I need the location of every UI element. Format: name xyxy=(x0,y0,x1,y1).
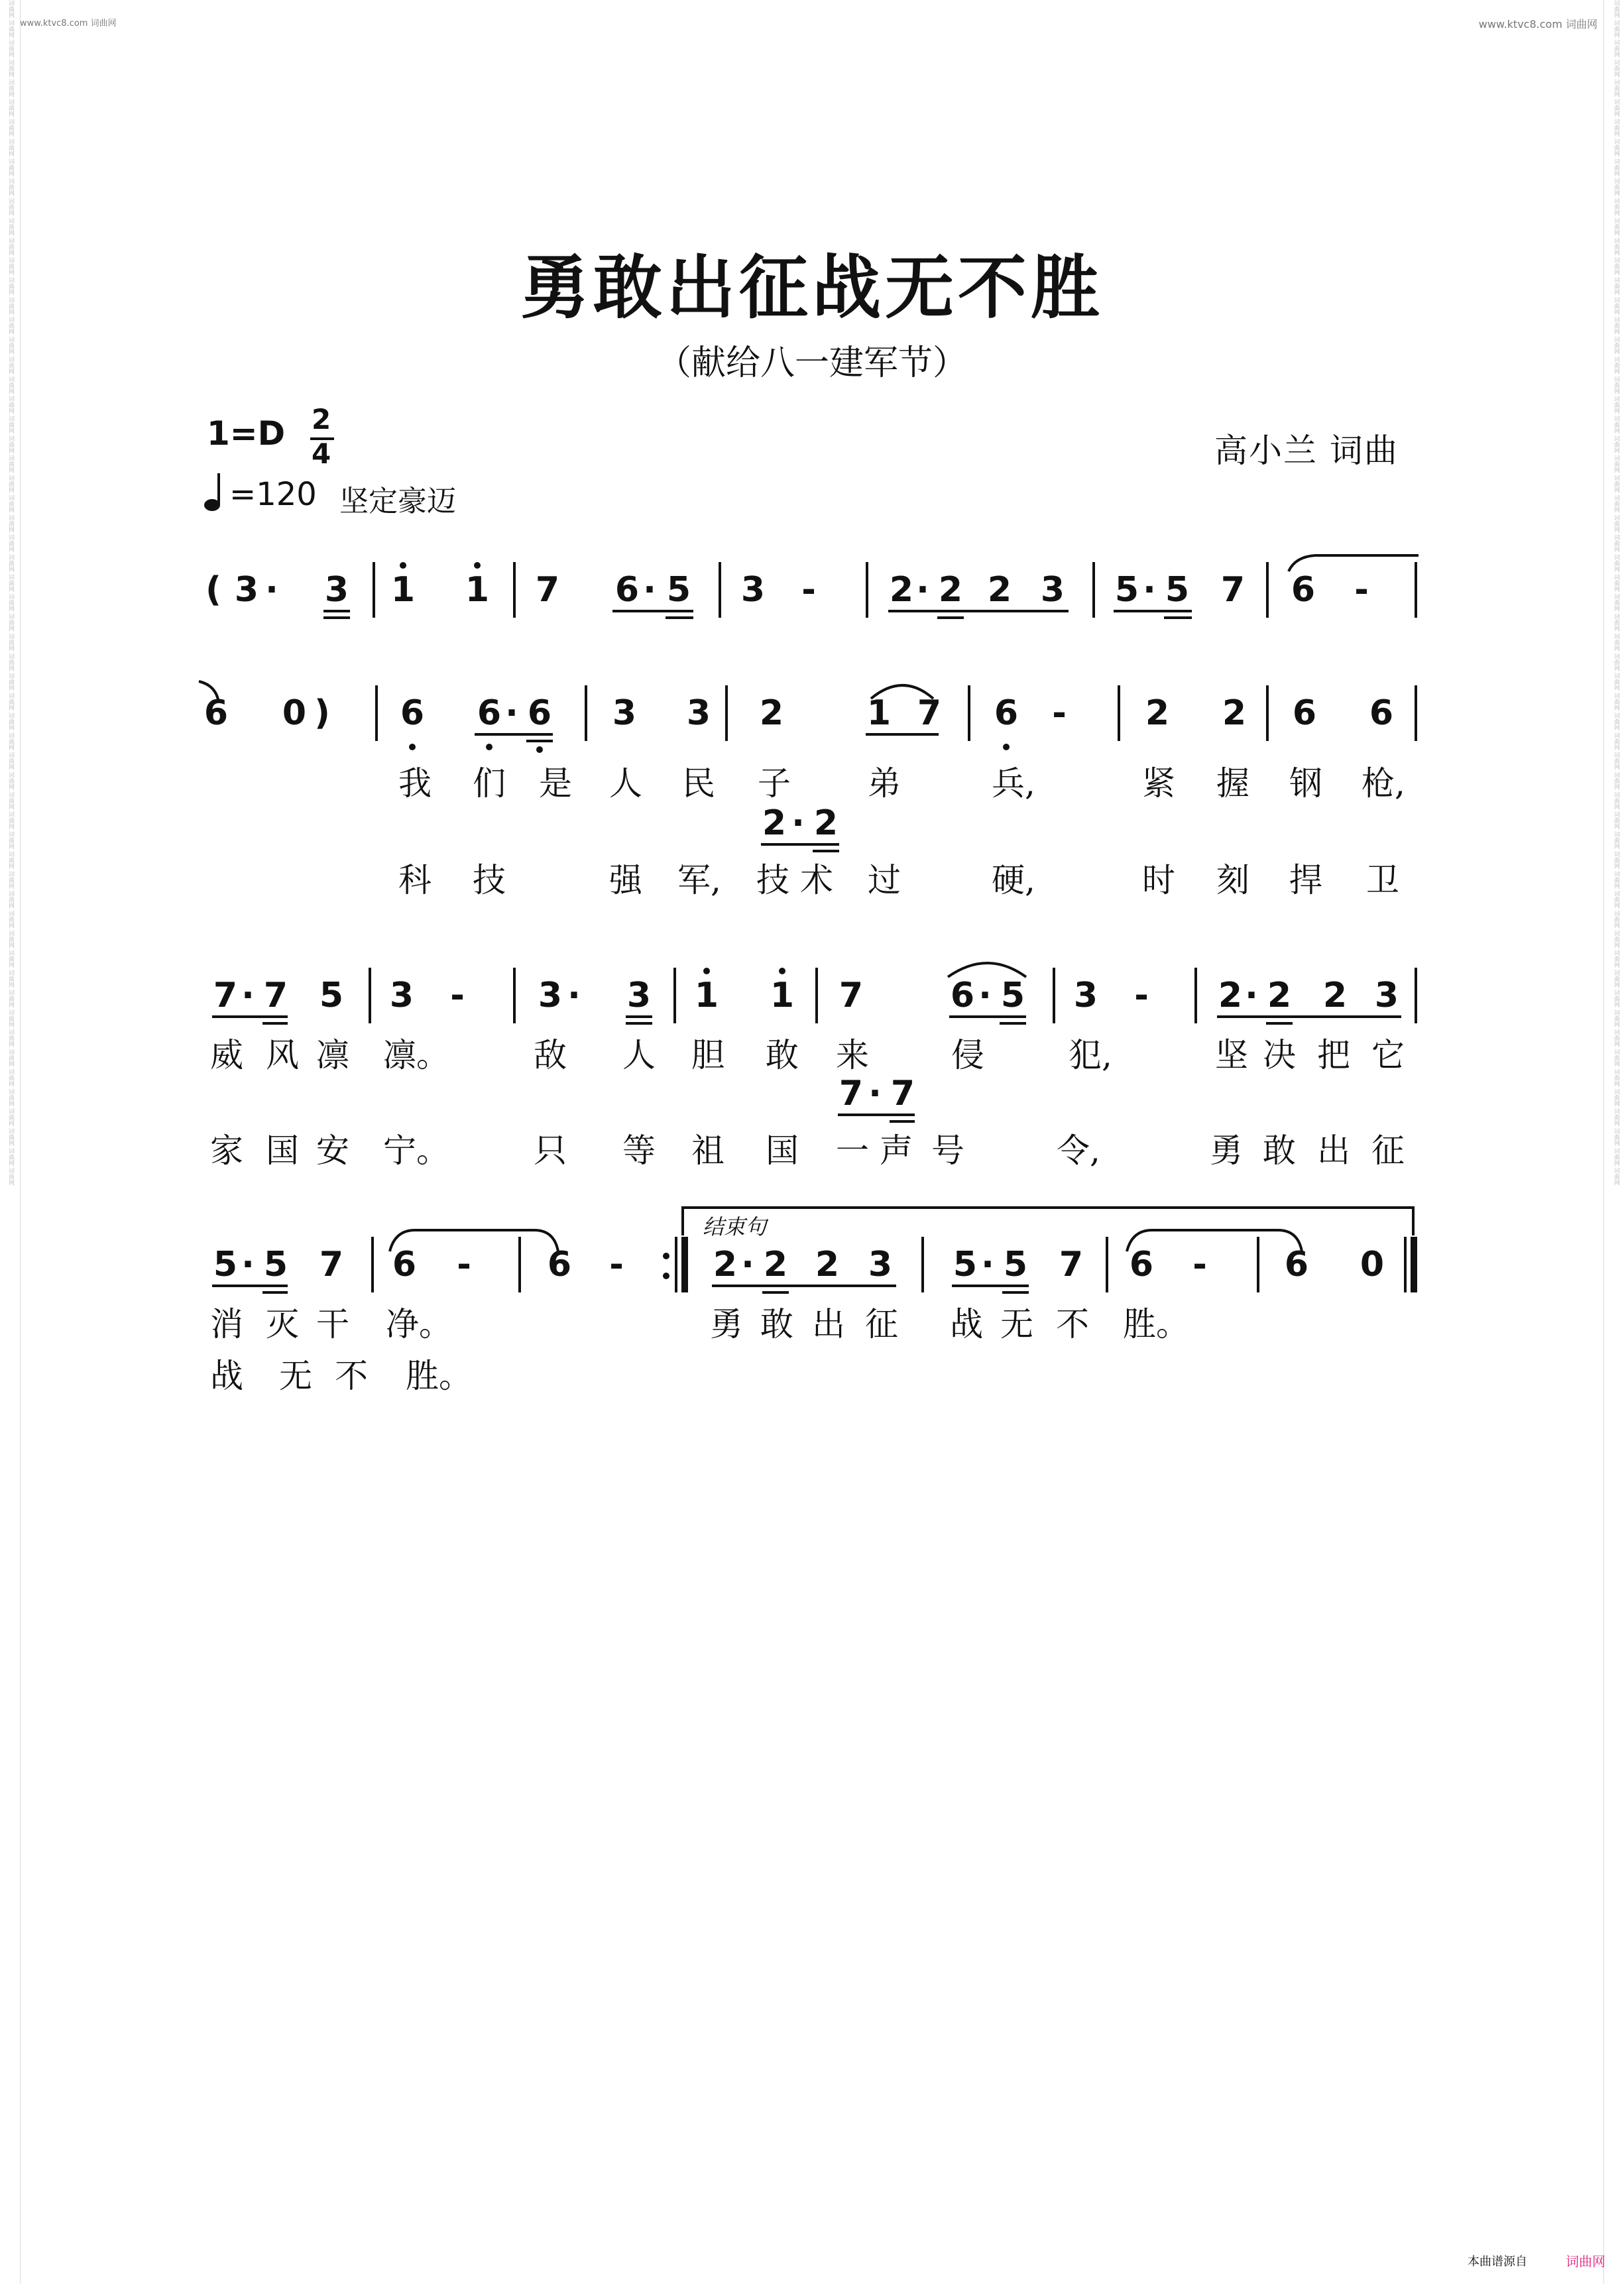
note: 7 xyxy=(1220,570,1246,610)
dot-augment: · xyxy=(265,570,278,610)
open-paren: ( xyxy=(205,570,221,610)
underline xyxy=(762,1291,789,1294)
dot-augment: · xyxy=(741,1245,754,1285)
underline xyxy=(888,610,1069,612)
barline xyxy=(1257,1237,1259,1292)
barline xyxy=(585,685,587,741)
note: 5 xyxy=(319,976,344,1015)
dash: - xyxy=(1354,570,1369,610)
octave-dot xyxy=(779,968,785,974)
note-low: 6 xyxy=(994,693,1019,733)
lyric: 战 xyxy=(210,1357,243,1395)
lyric: 刻 xyxy=(1216,861,1249,899)
lyric: 勇 xyxy=(1210,1131,1243,1170)
underline xyxy=(866,733,939,736)
left-border-strip: 词曲网 词曲网 词曲网 词曲网 词曲网 词曲网 词曲网 词曲网 词曲网 词曲网 词曲网 词曲网 词曲网 词曲网 词曲网 词曲网 词曲网 词曲网 词曲网 词曲网 词曲网 词曲网 词曲网 词曲网 词曲网 词曲网 词曲网 词曲网 词曲网 词曲网 词曲网 词曲网 词曲网 词曲网 词曲网 词曲网 词曲网 词曲网 词曲网 词曲网 词曲网 词曲网 词曲网 词曲网 词曲网 词曲网 词曲网 词曲网 词曲网 词曲网 词曲网 词曲网 词曲网 词曲网 词曲网 词曲网 词曲网 词曲网 词曲网 词曲网 xyxy=(7,0,14,1186)
underline xyxy=(937,616,964,619)
underline xyxy=(526,740,553,742)
note: 5 xyxy=(666,570,691,610)
lyric: 过 xyxy=(868,861,901,899)
note-high: 1 xyxy=(770,976,795,1015)
lyric: 敢 xyxy=(760,1305,793,1343)
lyric: 出 xyxy=(812,1305,845,1343)
dash: - xyxy=(609,1245,624,1285)
underline xyxy=(813,850,839,852)
note: 5 xyxy=(953,1245,978,1285)
credits: 高小兰 词曲 xyxy=(1214,431,1399,470)
lyric: 它 xyxy=(1371,1036,1405,1074)
octave-dot xyxy=(474,562,481,569)
dot-augment: · xyxy=(916,570,929,610)
lyric: 枪, xyxy=(1362,764,1405,803)
repeat-barline-thick xyxy=(681,1237,688,1292)
note: 6 xyxy=(547,1245,572,1285)
lyric: 无 xyxy=(279,1357,312,1395)
note: 6 xyxy=(950,976,975,1015)
note: 3 xyxy=(626,976,652,1015)
barline xyxy=(518,1237,521,1292)
lyric: 坚 xyxy=(1215,1036,1248,1074)
note: 5 xyxy=(1003,1245,1028,1285)
rest: 0 xyxy=(282,693,307,733)
repeat-barline-thin xyxy=(675,1237,677,1292)
final-barline-thick xyxy=(1411,1237,1417,1292)
underline xyxy=(262,1291,288,1294)
barline xyxy=(1053,968,1055,1023)
right-border-strip: 词曲网 词曲网 词曲网 词曲网 词曲网 词曲网 词曲网 词曲网 词曲网 词曲网 词曲网 词曲网 词曲网 词曲网 词曲网 词曲网 词曲网 词曲网 词曲网 词曲网 词曲网 词曲网 词曲网 词曲网 词曲网 词曲网 词曲网 词曲网 词曲网 词曲网 词曲网 词曲网 词曲网 词曲网 词曲网 词曲网 词曲网 词曲网 词曲网 词曲网 词曲网 词曲网 词曲网 词曲网 词曲网 词曲网 词曲网 词曲网 词曲网 词曲网 词曲网 词曲网 词曲网 词曲网 词曲网 词曲网 词曲网 词曲网 词曲网 词曲网 xyxy=(1613,0,1619,1186)
lyric: 人 xyxy=(609,764,642,803)
lyric: 威 xyxy=(210,1036,243,1074)
lyric: 敢 xyxy=(766,1036,799,1074)
octave-dot xyxy=(486,744,493,750)
barline xyxy=(373,562,375,618)
lyric: 风 xyxy=(266,1036,299,1074)
note-low: 6 xyxy=(400,693,425,733)
dot-augment: · xyxy=(643,570,656,610)
lyric: 安 xyxy=(316,1131,349,1170)
barline xyxy=(513,562,516,618)
lyric: 无 xyxy=(1000,1305,1033,1343)
lyric: 胆 xyxy=(691,1036,725,1074)
dash: - xyxy=(1192,1245,1207,1285)
octave-dot xyxy=(536,746,543,753)
lyric: 征 xyxy=(1371,1131,1405,1170)
lyric: 子 xyxy=(758,764,791,803)
lyric: 人 xyxy=(622,1036,656,1074)
octave-dot xyxy=(1003,744,1010,750)
barline xyxy=(371,1237,374,1292)
tempo-marking: =120 xyxy=(229,476,317,513)
octave-dot xyxy=(703,968,710,974)
note: 7 xyxy=(535,570,560,610)
dash: - xyxy=(457,1245,471,1285)
lyric: 敢 xyxy=(1263,1131,1296,1170)
dash: - xyxy=(801,570,816,610)
barline xyxy=(1194,968,1197,1023)
lyric: 令, xyxy=(1057,1131,1100,1170)
lyric: 卫 xyxy=(1366,861,1399,899)
dot-augment: · xyxy=(791,803,805,843)
note-low: 6 xyxy=(477,693,502,733)
note: 3 xyxy=(868,1245,893,1285)
lyric: 凛。 xyxy=(383,1036,449,1074)
octave-dot xyxy=(400,562,406,569)
lyric: 胜。 xyxy=(1123,1305,1189,1343)
lyric: 凛 xyxy=(316,1036,349,1074)
barline xyxy=(1092,562,1095,618)
underline xyxy=(1002,1291,1029,1294)
lyric: 强 xyxy=(609,861,642,899)
lyric: 只 xyxy=(534,1131,567,1170)
underline xyxy=(1000,1022,1026,1025)
dot-augment: · xyxy=(1245,976,1258,1015)
lyric: 战 xyxy=(950,1305,983,1343)
lyric: 净。 xyxy=(386,1305,452,1343)
underline xyxy=(949,1015,1026,1018)
note: 2 xyxy=(1267,976,1292,1015)
ending-bracket-top xyxy=(681,1206,1415,1209)
note: 2 xyxy=(1222,693,1247,733)
lyric: 们 xyxy=(473,764,506,803)
underline xyxy=(612,610,693,612)
dot-augment: · xyxy=(868,1074,882,1113)
lyric: 硬, xyxy=(992,861,1035,899)
lyric: 国 xyxy=(266,1131,299,1170)
underline xyxy=(952,1285,1029,1287)
lyric: 钢 xyxy=(1289,764,1322,803)
lyric: 紧 xyxy=(1142,764,1175,803)
barline xyxy=(369,968,371,1023)
lyric: 技 xyxy=(756,861,789,899)
note: 2 xyxy=(815,1245,840,1285)
barline xyxy=(1415,968,1417,1023)
barline xyxy=(513,968,516,1023)
lyric: 胜。 xyxy=(406,1357,472,1395)
note: 3 xyxy=(1073,976,1098,1015)
lyric: 来 xyxy=(836,1036,869,1074)
key-signature: 1=D xyxy=(207,414,286,453)
ending-label: 结束句 xyxy=(703,1214,767,1239)
rest: 0 xyxy=(1360,1245,1385,1285)
underline xyxy=(323,610,350,612)
note: 7 xyxy=(839,976,864,1015)
note: 7 xyxy=(1059,1245,1084,1285)
note: 6 xyxy=(1129,1245,1154,1285)
lyric: 侵 xyxy=(951,1036,984,1074)
note: 5 xyxy=(263,1245,288,1285)
note: 2 xyxy=(938,570,963,610)
note: 3 xyxy=(234,570,259,610)
lyric: 弟 xyxy=(868,764,901,803)
barline xyxy=(673,968,676,1023)
lyric: 不 xyxy=(335,1357,368,1395)
ending-bracket-right xyxy=(1412,1206,1415,1235)
underline xyxy=(212,1285,288,1287)
note: 3 xyxy=(740,570,766,610)
note: 2 xyxy=(889,570,914,610)
dot-augment: · xyxy=(241,976,255,1015)
lyric: 把 xyxy=(1317,1036,1350,1074)
dot-augment: · xyxy=(505,693,518,733)
repeat-dot xyxy=(663,1273,669,1279)
lyric: 敌 xyxy=(534,1036,567,1074)
barline xyxy=(1106,1237,1108,1292)
tie-arc xyxy=(1289,554,1421,574)
underline xyxy=(1164,616,1192,619)
final-barline-thin xyxy=(1404,1237,1407,1292)
time-signature-bottom: 4 xyxy=(312,437,331,470)
tie-arc xyxy=(388,1228,561,1254)
lyric: 干 xyxy=(316,1305,349,1343)
lyric: 兵, xyxy=(992,764,1035,803)
dash: - xyxy=(450,976,465,1015)
note: 3 xyxy=(389,976,414,1015)
dash: - xyxy=(1052,693,1067,733)
note: 2 xyxy=(987,570,1012,610)
lyric: 是 xyxy=(539,764,572,803)
note: 7 xyxy=(917,693,942,733)
tie-arc xyxy=(947,956,1029,978)
barline xyxy=(1118,685,1120,741)
underline xyxy=(626,1015,652,1018)
note-low: 6 xyxy=(527,693,552,733)
lyric: 出 xyxy=(1317,1131,1350,1170)
song-title: 勇敢出征战无不胜 xyxy=(520,247,1104,328)
note: 5 xyxy=(1165,570,1190,610)
note: 6 xyxy=(1284,1245,1309,1285)
note: 3 xyxy=(1374,976,1399,1015)
underline xyxy=(761,843,839,846)
lyric: 军, xyxy=(677,861,721,899)
lyric: 等 xyxy=(622,1131,656,1170)
underline xyxy=(890,1120,915,1123)
alt-note: 2 xyxy=(813,803,839,843)
lyric: 宁。 xyxy=(383,1131,449,1170)
alt-note: 7 xyxy=(890,1074,915,1113)
note: 7 xyxy=(263,976,288,1015)
dot-augment: · xyxy=(981,1245,994,1285)
underline xyxy=(712,1285,896,1287)
dot-augment: · xyxy=(241,1245,255,1285)
barline xyxy=(375,685,378,741)
note-high: 1 xyxy=(465,570,490,610)
barline xyxy=(968,685,970,741)
note: 3 xyxy=(612,693,637,733)
header-right-text: www.ktvc8.com 词曲网 xyxy=(1478,18,1597,30)
underline xyxy=(1266,1022,1293,1025)
note: 5 xyxy=(213,1245,238,1285)
note: 3 xyxy=(686,693,711,733)
lyric: 捍 xyxy=(1289,861,1322,899)
note: 5 xyxy=(1000,976,1025,1015)
note: 2 xyxy=(713,1245,738,1285)
note-high: 1 xyxy=(694,976,719,1015)
dot-augment: · xyxy=(978,976,992,1015)
barline xyxy=(1266,685,1269,741)
dot-augment: · xyxy=(567,976,581,1015)
lyric: 民 xyxy=(682,764,715,803)
expression-marking: 坚定豪迈 xyxy=(339,485,456,518)
header-left-text: www.ktvc8.com 词曲网 xyxy=(20,19,117,29)
close-paren: ) xyxy=(314,693,330,733)
note: 6 xyxy=(392,1245,417,1285)
dash: - xyxy=(1134,976,1149,1015)
underline xyxy=(1217,1015,1401,1018)
underline xyxy=(475,733,553,736)
barline xyxy=(725,685,728,741)
underline xyxy=(626,1022,652,1025)
lyric: 消 xyxy=(210,1305,243,1343)
lyric: 我 xyxy=(398,764,432,803)
alt-note: 7 xyxy=(839,1074,864,1113)
alt-note: 2 xyxy=(762,803,787,843)
footer-left-text: 本曲谱源自 xyxy=(1468,2255,1527,2269)
note: 2 xyxy=(1218,976,1243,1015)
note: 2 xyxy=(1322,976,1348,1015)
underline xyxy=(323,616,350,619)
barline xyxy=(815,968,818,1023)
lyric: 技 xyxy=(473,861,506,899)
note: 6 xyxy=(203,693,229,733)
note: 6 xyxy=(1292,693,1317,733)
repeat-dot xyxy=(663,1253,669,1259)
lyric: 犯, xyxy=(1069,1036,1112,1074)
note: 3 xyxy=(538,976,563,1015)
note: 2 xyxy=(1145,693,1170,733)
quarter-note-icon xyxy=(204,472,228,513)
lyric: 时 xyxy=(1142,861,1175,899)
note: 7 xyxy=(319,1245,344,1285)
underline xyxy=(666,616,693,619)
lyric: 号 xyxy=(931,1131,964,1170)
lyric: 家 xyxy=(210,1131,243,1170)
lyric: 握 xyxy=(1216,764,1249,803)
note: 3 xyxy=(324,570,349,610)
underline xyxy=(262,1022,288,1025)
barline xyxy=(719,562,721,618)
ending-bracket-left xyxy=(681,1206,684,1235)
lyric: 勇 xyxy=(710,1305,743,1343)
underline xyxy=(212,1015,288,1018)
note: 2 xyxy=(763,1245,788,1285)
note: 6 xyxy=(1291,570,1316,610)
barline xyxy=(866,562,868,618)
tie-arc xyxy=(870,677,936,700)
note-high: 1 xyxy=(390,570,416,610)
note: 2 xyxy=(759,693,784,733)
lyric: 祖 xyxy=(691,1131,725,1170)
note: 5 xyxy=(1114,570,1139,610)
note: 6 xyxy=(1369,693,1394,733)
barline xyxy=(1266,562,1269,618)
song-subtitle: （献给八一建军节） xyxy=(656,343,967,383)
footer-brand-text[interactable]: 词曲网 xyxy=(1566,2254,1605,2269)
underline xyxy=(838,1113,915,1116)
note: 6 xyxy=(614,570,640,610)
note: 7 xyxy=(213,976,238,1015)
lyric: 灭 xyxy=(266,1305,299,1343)
lyric: 征 xyxy=(865,1305,898,1343)
note: 3 xyxy=(1040,570,1065,610)
lyric: 科 xyxy=(398,861,432,899)
lyric: 国 xyxy=(766,1131,799,1170)
lyric: 不 xyxy=(1056,1305,1089,1343)
note: 1 xyxy=(866,693,892,733)
lyric: 术 xyxy=(800,861,833,899)
lyric: 声 xyxy=(880,1131,913,1170)
barline xyxy=(921,1237,924,1292)
octave-dot xyxy=(409,744,416,750)
barline xyxy=(1415,685,1417,741)
dot-augment: · xyxy=(1143,570,1156,610)
underline xyxy=(1114,610,1192,612)
time-signature-top: 2 xyxy=(312,403,331,435)
lyric: 一 xyxy=(836,1131,869,1170)
lyric: 决 xyxy=(1263,1036,1296,1074)
